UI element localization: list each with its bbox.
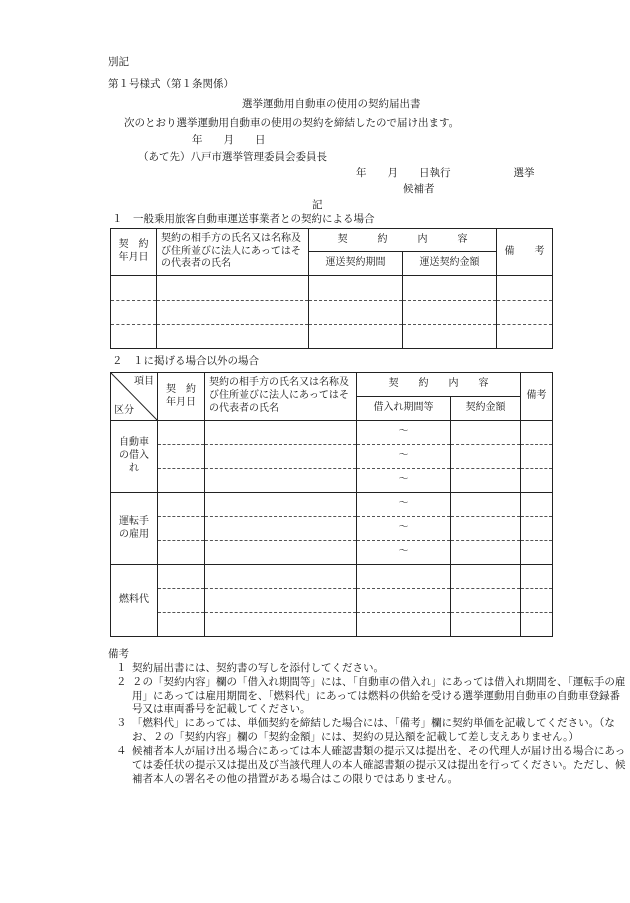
s2-col-remarks: 備考 [521,373,553,421]
s2-col-category: 区分 [114,404,134,416]
s2-cell[interactable] [451,517,521,541]
candidate-label: 候補者 [403,183,435,195]
s1-cell[interactable] [497,301,553,325]
s1-col-date: 契 約 年月日 [111,229,157,276]
intro-text: 次のとおり選挙運動用自動車の使用の契約を締結したので届け出ます。 [124,117,460,129]
section2-heading: ２ １に掲げる場合以外の場合 [112,355,259,367]
s2-cell[interactable] [357,589,451,613]
s2-cell[interactable] [521,541,553,565]
s2-cell[interactable] [521,565,553,589]
s2-cell[interactable] [451,565,521,589]
s2-cell[interactable] [521,421,553,445]
tilde-mark: ～ [357,517,451,541]
s1-col-period: 運送契約期間 [309,252,403,276]
s2-cell[interactable] [521,589,553,613]
s1-cell[interactable] [157,276,309,301]
s2-cell[interactable] [451,613,521,637]
s2-cell[interactable] [521,613,553,637]
annex-label: 別記 [108,56,129,68]
s2-cell[interactable] [158,541,205,565]
ki-label: 記 [312,199,323,211]
section2-table [110,372,553,637]
note-text: ２の「契約内容」欄の「借入れ期間等」には、「自動車の借入れ」にあっては借入れ期間を、「運転手の雇用」にあっては雇用期間を、「燃料代」にあっては燃料の供給を受ける選挙運動用自動車の自動車登録番号又は車両番号を記載してください。 [132,675,626,716]
s2-cell[interactable] [521,493,553,517]
row-label-fuel: 燃料代 [111,565,158,637]
s2-cell[interactable] [158,469,205,493]
s2-cell[interactable] [451,421,521,445]
s2-cell[interactable] [205,517,357,541]
note-text: 契約届出書には、契約書の写しを添付してください。 [132,661,384,674]
note-item [108,676,628,718]
s1-col-remarks: 備 考 [497,229,553,276]
s2-cell[interactable] [205,541,357,565]
s2-col-period: 借入れ期間等 [357,397,451,421]
addressee: （あて先）八戸市選挙管理委員会委員長 [138,151,327,163]
s2-cell[interactable] [451,493,521,517]
s2-cell[interactable] [357,613,451,637]
s2-cell[interactable] [158,421,205,445]
tilde-mark: ～ [357,493,451,517]
s1-cell[interactable] [403,301,497,325]
note-item [108,745,628,787]
s2-cell[interactable] [451,589,521,613]
s1-cell[interactable] [111,276,157,301]
s1-cell[interactable] [497,276,553,301]
s2-cell[interactable] [205,565,357,589]
s1-cell[interactable] [111,301,157,325]
s2-cell[interactable] [158,493,205,517]
s2-col-party: 契約の相手方の氏名又は名称及び住所並びに法人にあってはその代表者の氏名 [205,373,357,421]
note-item [108,662,628,676]
s2-cell[interactable] [158,517,205,541]
s2-cell[interactable] [158,589,205,613]
tilde-mark: ～ [357,445,451,469]
tilde-mark: ～ [357,541,451,565]
s2-cell[interactable] [521,469,553,493]
s2-col-item: 項目 [134,376,154,387]
s2-cell[interactable] [357,565,451,589]
s1-col-party: 契約の相手方の氏名又は名称及び住所並びに法人にあってはその代表者の氏名 [157,229,309,276]
document-title: 選挙運動用自動車の使用の契約届出書 [242,98,421,110]
s1-cell[interactable] [111,325,157,349]
row-label-car-rental: 自動車の借入れ [111,421,158,493]
s2-col-amount: 契約金額 [451,397,521,421]
s2-cell[interactable] [205,445,357,469]
s1-col-amount: 運送契約金額 [403,252,497,276]
s2-cell[interactable] [521,445,553,469]
notes-section [108,648,628,787]
date-line: 年 月 日 [192,134,266,146]
s2-cell[interactable] [521,517,553,541]
s2-cell[interactable] [158,445,205,469]
s2-cell[interactable] [205,589,357,613]
s2-cell[interactable] [205,469,357,493]
note-number: １ [116,661,127,674]
s2-cell[interactable] [205,421,357,445]
s2-col-date: 契 約 年月日 [158,373,205,421]
s1-cell[interactable] [309,276,403,301]
election-line: 年 月 日執行 選挙 [356,167,535,179]
note-number: ３ [116,717,127,730]
row-label-driver-employment: 運転手の雇用 [111,493,158,565]
s2-cell[interactable] [205,493,357,517]
s1-cell[interactable] [157,325,309,349]
form-number: 第１号様式（第１条関係） [108,78,234,90]
s2-cell[interactable] [158,565,205,589]
note-number: ２ [116,675,127,688]
note-text: 候補者本人が届け出る場合にあっては本人確認書類の提示又は提出を、その代理人が届け出る場合にあっては委任状の提示又は提出及び当該代理人の本人確認書類の提示又は提出を行ってください。ただし、候補者本人の署名その他の措置がある場合はこの限りではありません。 [132,745,626,785]
tilde-mark: ～ [357,469,451,493]
note-number: ４ [116,745,127,758]
s2-cell[interactable] [451,541,521,565]
s1-cell[interactable] [497,325,553,349]
section1-table [110,228,553,349]
note-text: 「燃料代」にあっては、単価契約を締結した場合には、「備考」欄に契約単価を記載してください。（なお、２の「契約内容」欄の「契約金額」には、契約の見込額を記載して差し支えありません。） [132,717,615,744]
s2-cell[interactable] [205,613,357,637]
notes-heading: 備考 [108,648,129,660]
note-item [108,717,628,745]
s1-cell[interactable] [403,276,497,301]
s2-corner-cell [111,373,158,421]
s2-cell[interactable] [158,613,205,637]
s1-cell[interactable] [403,325,497,349]
s1-col-contract: 契 約 内 容 [309,229,497,252]
tilde-mark: ～ [357,421,451,445]
s2-cell[interactable] [451,469,521,493]
s1-cell[interactable] [309,301,403,325]
s1-cell[interactable] [157,301,309,325]
s1-cell[interactable] [309,325,403,349]
section1-heading: １ 一般乗用旅客自動車運送事業者との契約による場合 [112,213,375,225]
s2-col-contract: 契 約 内 容 [357,373,521,397]
s2-cell[interactable] [451,445,521,469]
